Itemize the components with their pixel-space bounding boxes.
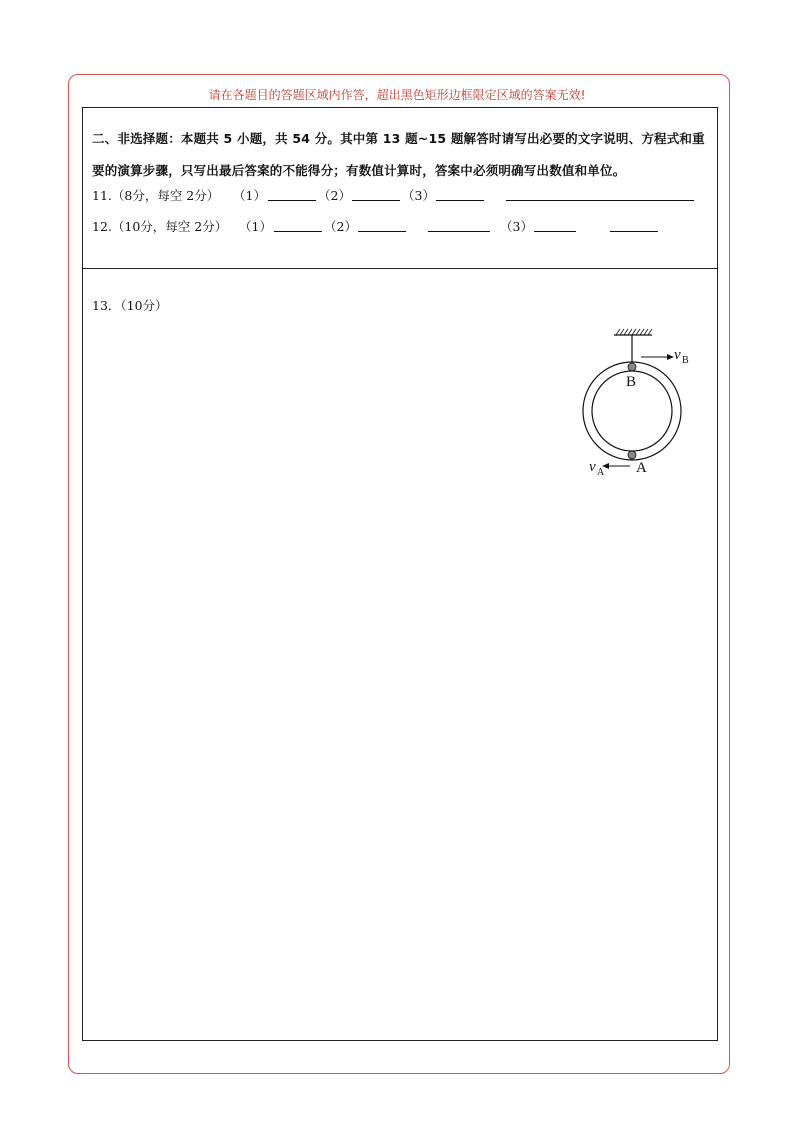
question-13-label: 13．（10分） xyxy=(92,298,168,313)
ring-figure xyxy=(578,322,698,482)
arrow-vb-head xyxy=(667,354,674,360)
answer-box xyxy=(82,107,718,1041)
section-divider xyxy=(82,268,718,269)
q11-part-1-label: （1） xyxy=(233,188,266,203)
section-instructions: 二、非选择题：本题共 5 小题，共 54 分。其中第 13 题~15 题解答时请写出必要的文字说明、方程式和重要的演算步骤，只写出最后答案的不能得分；有数值计算时，答案中必须明确写出数值和单位。 xyxy=(92,131,705,178)
q11-blank-3[interactable] xyxy=(436,200,484,201)
question-11-label: 11.（8分，每空 2分） xyxy=(92,188,220,203)
q11-blank-4[interactable] xyxy=(506,200,694,201)
ceiling-support xyxy=(614,329,652,364)
q12-blank-1[interactable] xyxy=(274,231,322,232)
label-a: A xyxy=(636,460,647,476)
q12-part-1-label: （1） xyxy=(239,219,272,234)
answer-area-warning: 请在各题目的答题区域内作答，超出黑色矩形边框限定区域的答案无效! xyxy=(208,88,586,102)
velocity-a-symbol: v xyxy=(589,459,596,475)
q12-part-3-label: （3） xyxy=(500,219,533,234)
q12-blank-4[interactable] xyxy=(534,231,576,232)
q12-blank-2[interactable] xyxy=(358,231,406,232)
q11-part-3-label: （3） xyxy=(402,188,435,203)
velocity-b-symbol: v xyxy=(674,347,681,363)
label-b: B xyxy=(626,374,637,390)
velocity-a-subscript: A xyxy=(597,467,605,478)
q11-blank-1[interactable] xyxy=(268,200,316,201)
q12-blank-3[interactable] xyxy=(428,231,490,232)
q11-blank-2[interactable] xyxy=(352,200,400,201)
question-12-label: 12.（10分，每空 2分） xyxy=(92,219,228,234)
ball-a xyxy=(628,451,636,459)
velocity-b-subscript: B xyxy=(682,355,689,366)
q12-part-2-label: （2） xyxy=(324,219,357,234)
q11-part-2-label: （2） xyxy=(318,188,351,203)
q12-blank-5[interactable] xyxy=(610,231,658,232)
ball-b xyxy=(628,363,636,371)
